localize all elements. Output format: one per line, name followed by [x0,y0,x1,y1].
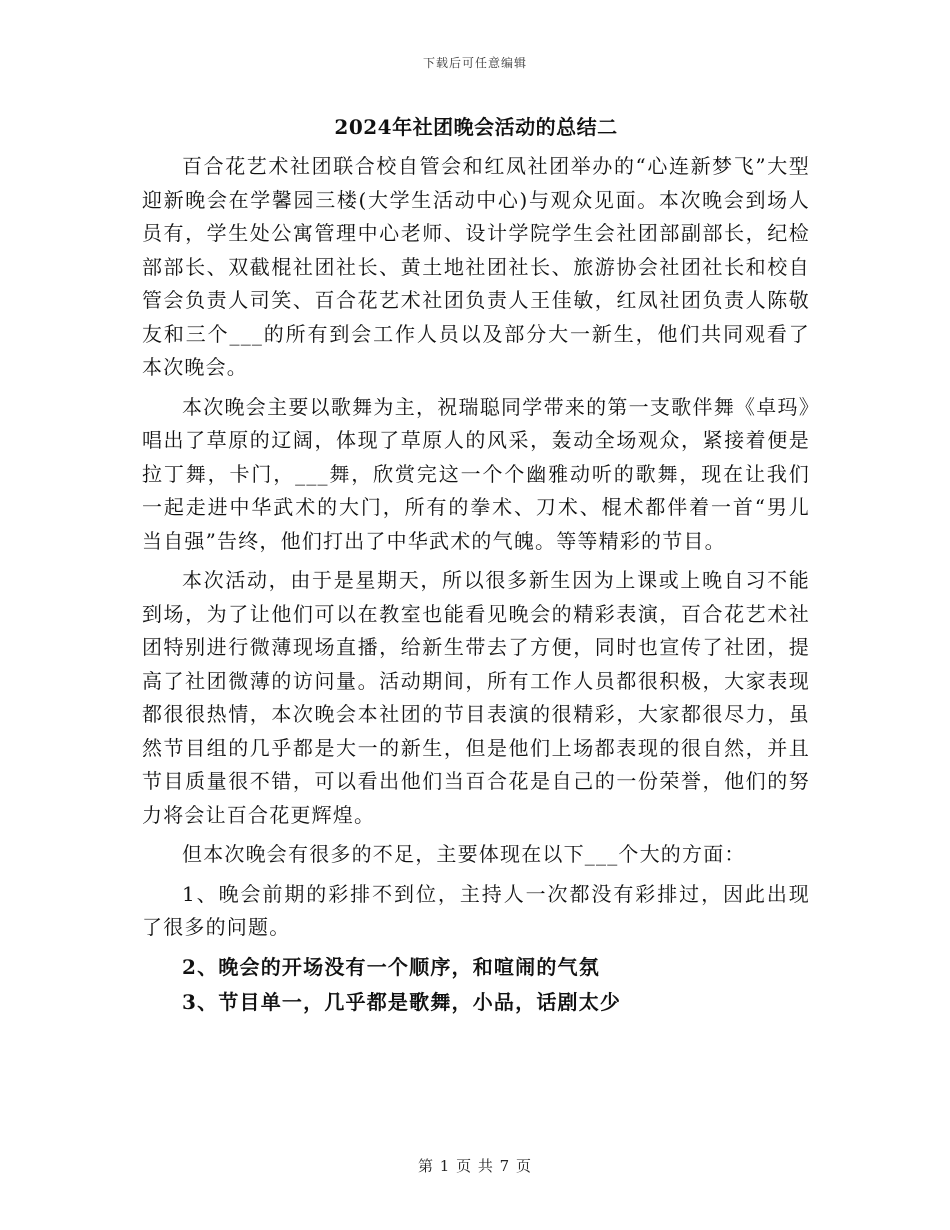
page-header: 下载后可任意编辑 [422,56,527,70]
document-body [142,112,810,1022]
paragraph-point-3: 3、节目单一，几乎都是歌舞，小品，话剧太少 [182,990,622,1014]
paragraph-point-1: 1、晚会前期的彩排不到位，主持人一次都没有彩排过，因此出现了很多的问题。 [142,881,810,939]
paragraph-point-2: 2、晚会的开场没有一个顺序，和喧闹的气氛 [182,954,600,979]
paragraph-shortcomings-intro: 但本次晚会有很多的不足，主要体现在以下___个大的方面： [182,842,746,866]
document-title: 2024年社团晚会活动的总结二 [334,115,618,139]
paragraph-activity: 本次活动，由于是星期天，所以很多新生因为上课或上晚自习不能到场，为了让他们可以在教室也能看见晚会的精彩表演，百合花艺术社团特别进行微薄现场直播，给新生带去了方便，同时也宣传了社团，提高了社团微薄的访问量。活动期间，所有工作人员都很积极，大家表现都很很热情，本次晚会本社团的节目表演的很精彩，大家都很尽力，虽然节目组的几乎都是大一的新生，但是他们上场都表现的很自然，并且节目质量很不错，可以看出他们当百合花是自己的一份荣誉，他们的努力将会让百合花更辉煌。 [142,568,810,827]
page-number: 第 1 页 共 7 页 [418,1157,532,1175]
paragraph-intro: 百合花艺术社团联合校自管会和红凤社团举办的“心连新梦飞”大型迎新晚会在学馨园三楼(大学生活动中心)与观众见面。本次晚会到场人员有，学生处公寓管理中心老师、设计学院学生会社团部副部长，纪检部部长、双截棍社团社长、黄土地社团社长、旅游协会社团社长和校自管会负责人司笑、百合花艺术社团负责人王佳敏，红凤社团负责人陈敬友和三个___的所有到会工作人员以及部分大一新生，他们共同观看了本次晚会。 [142,154,810,379]
paragraph-program: 本次晚会主要以歌舞为主，祝瑞聪同学带来的第一支歌伴舞《卓玛》唱出了草原的辽阔，体现了草原人的风采，轰动全场观众，紧接着便是拉丁舞，卡门，___舞，欣赏完这一个个幽雅动听的歌舞，现在让我们一起走进中华武术的大门，所有的拳术、刀术、棍术都伴着一首“男儿当自强”告终，他们打出了中华武术的气魄。等等精彩的节目。 [142,394,810,553]
